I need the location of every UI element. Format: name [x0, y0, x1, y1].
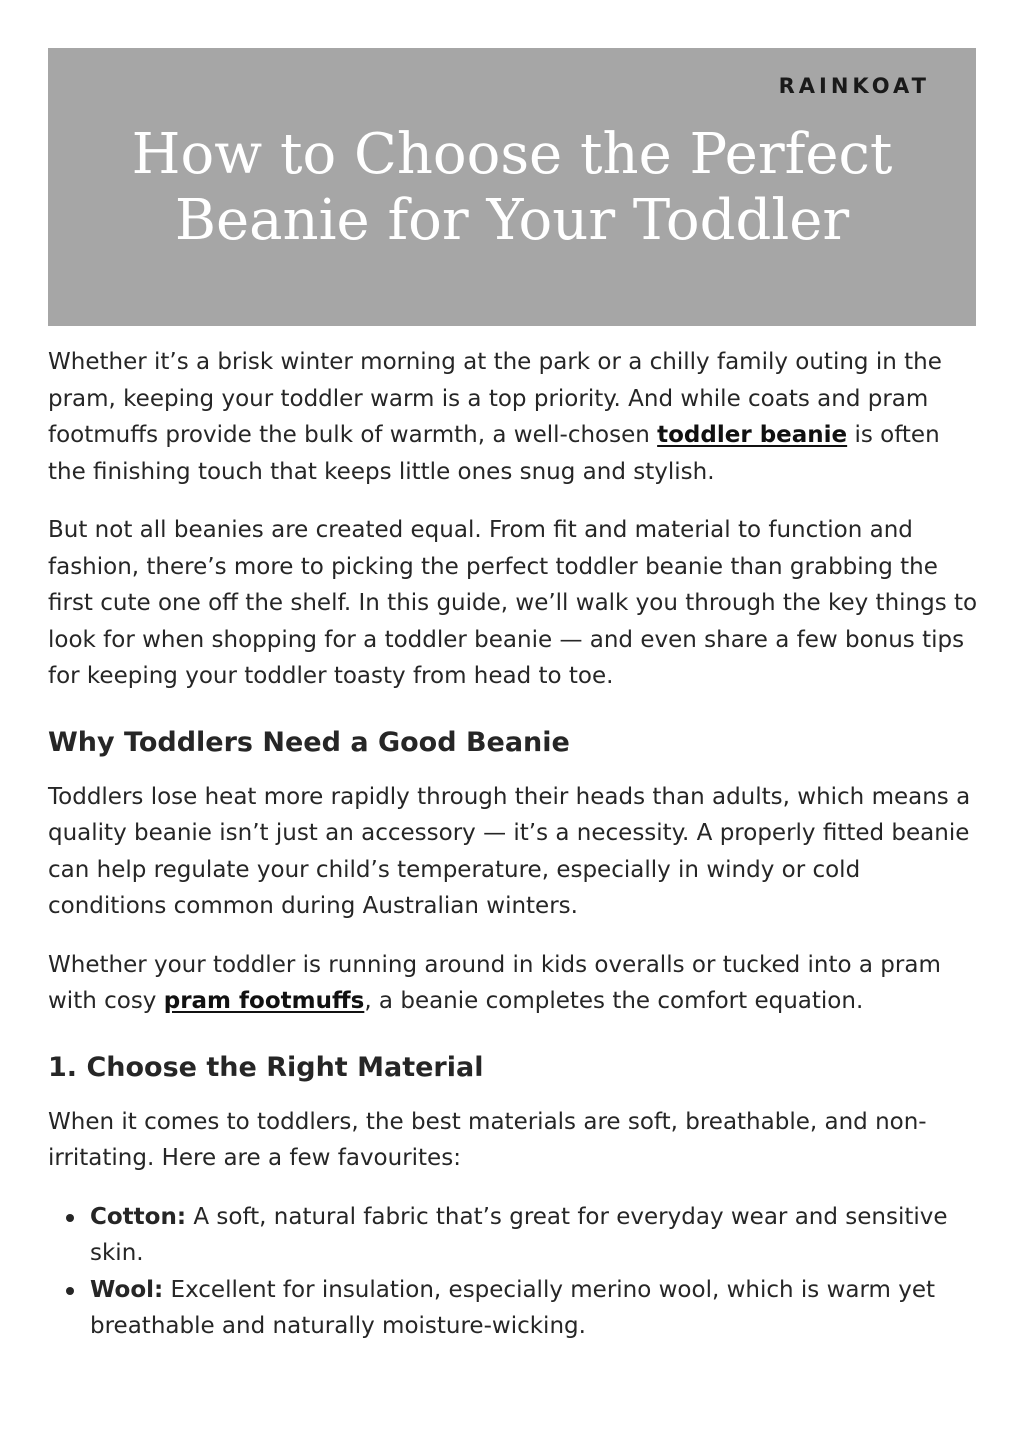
list-item-term: Wool: [90, 1276, 164, 1303]
why-text-after-link: , a beanie completes the comfort equation. [364, 988, 864, 1014]
bullet-icon [66, 1214, 74, 1222]
why-text-before-link: Whether your toddler is running around in kids overalls or tucked into a pram with cosy [48, 951, 941, 1014]
list-item [90, 1272, 978, 1345]
list-item [90, 1199, 978, 1272]
why-paragraph-2 [48, 947, 978, 1020]
intro-text-after-link: is often the finishing touch that keeps little ones snug and stylish. [48, 422, 940, 485]
intro-paragraph-1 [48, 344, 978, 490]
header-banner [48, 48, 976, 326]
article-body [48, 344, 978, 1345]
list-item-term: Cotton: [90, 1203, 187, 1230]
intro-text-before-link: Whether it’s a brisk winter morning at the park or a chilly family outing in the pram, keeping your toddler warm is a top priority. And while coats and pram footmuffs provide the bulk of warmth, a well-chosen [48, 349, 942, 448]
why-paragraph-1: Toddlers lose heat more rapidly through their heads than adults, which means a quality beanie isn’t just an accessory — it’s a necessity. A properly fitted beanie can help regulate your child’s temperature, especially in windy or cold conditions common during Australian winters. [48, 783, 971, 919]
material-intro-paragraph: When it comes to toddlers, the best materials are soft, breathable, and non-irritating. Here are a few favourites: [48, 1108, 927, 1171]
materials-list [48, 1199, 978, 1345]
page-title: How to Choose the Perfect Beanie for Your Toddler [131, 122, 893, 253]
section-heading-material: 1. Choose the Right Material [48, 1051, 484, 1083]
intro-paragraph-2: But not all beanies are created equal. From fit and material to function and fashion, there’s more to picking the perfect toddler beanie than grabbing the first cute one off the shelf. In this guide, we’ll walk you through the key things to look for when shopping for a toddler beanie — and even share a few bonus tips for keeping your toddler toasty from head to toe. [48, 517, 978, 689]
toddler-beanie-link[interactable]: toddler beanie [657, 422, 848, 448]
list-item-text: Excellent for insulation, especially merino wool, which is warm yet breathable and naturally moisture-wicking. [90, 1276, 936, 1339]
bullet-icon [66, 1287, 74, 1295]
brand-logo: RAINKOAT [778, 74, 930, 98]
list-item-text: A soft, natural fabric that’s great for everyday wear and sensitive skin. [90, 1203, 948, 1266]
pram-footmuffs-link[interactable]: pram footmuffs [163, 988, 365, 1014]
section-heading-why: Why Toddlers Need a Good Beanie [48, 726, 570, 758]
